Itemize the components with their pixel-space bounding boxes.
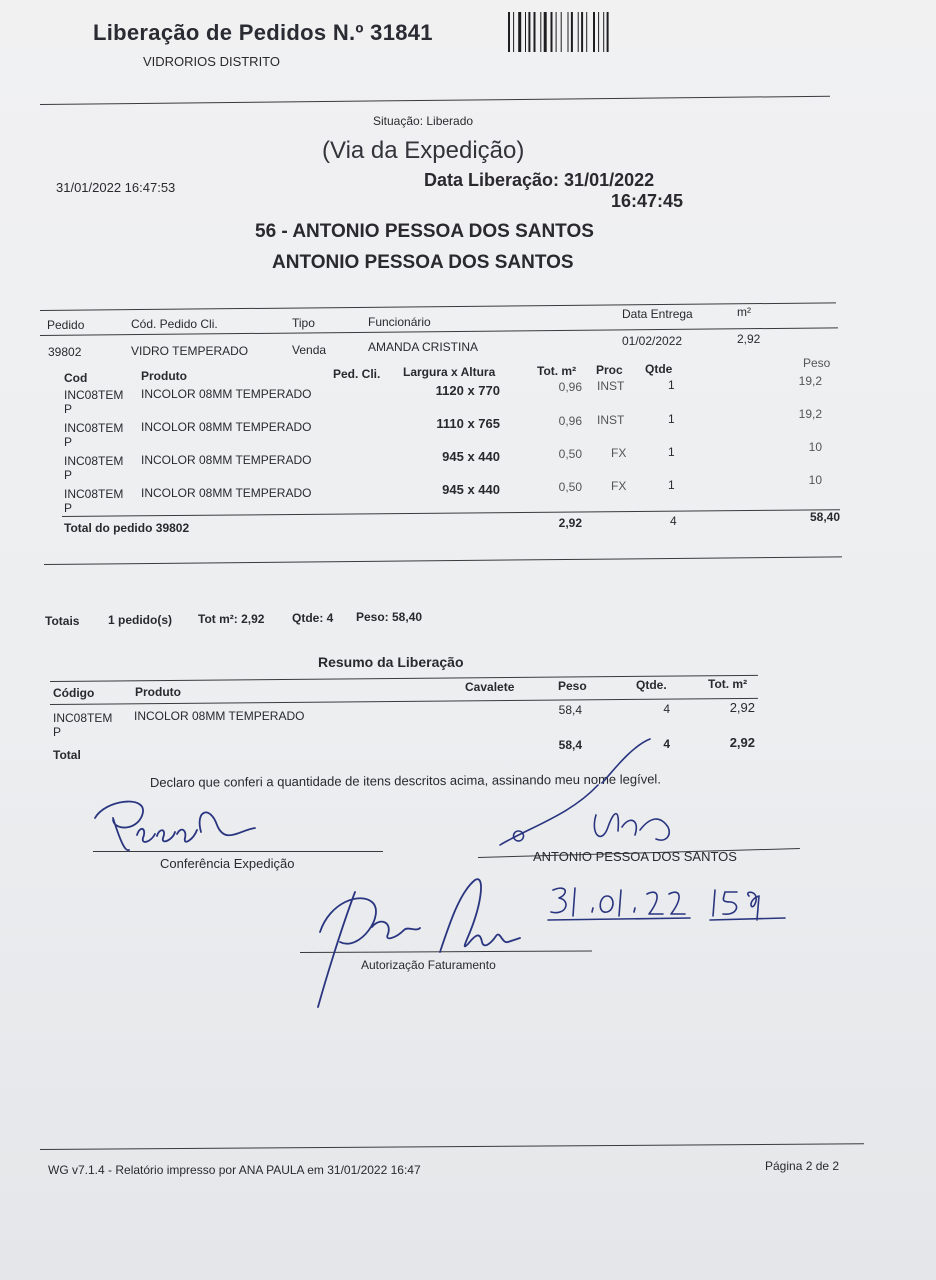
- document-title: Liberação de Pedidos N.º 31841: [93, 20, 433, 45]
- item-dimensoes: 1120 x 770: [435, 383, 500, 398]
- resumo-col-tot-m2: Tot. m²: [708, 677, 748, 691]
- col-ped-cli: Ped. Cli.: [333, 367, 381, 381]
- divider: [44, 556, 842, 565]
- item-qtde: 1: [668, 412, 675, 426]
- item-peso: 10: [808, 473, 822, 487]
- col-funcionario: Funcionário: [368, 315, 431, 329]
- item-proc: INST: [597, 413, 625, 427]
- resumo-produto: INCOLOR 08MM TEMPERADO: [134, 709, 305, 723]
- item-dimensoes: 945 x 440: [442, 482, 500, 497]
- pedido-m2: 2,92: [737, 332, 761, 346]
- resumo-total-peso: 58,4: [558, 738, 582, 752]
- resumo-codigo-suffix: P: [53, 725, 62, 739]
- company-name: VIDRORIOS DISTRITO: [143, 54, 280, 69]
- conferencia-signature: [85, 790, 285, 860]
- cliente-name: ANTONIO PESSOA DOS SANTOS: [272, 252, 574, 273]
- pedido-numero: 39802: [48, 345, 82, 359]
- totals-label: Totais: [45, 614, 80, 628]
- item-produto: INCOLOR 08MM TEMPERADO: [141, 387, 312, 401]
- item-cod: INC08TEM: [64, 388, 124, 402]
- resumo-qtde: 4: [663, 702, 670, 716]
- data-liberacao-time: 16:47:45: [611, 191, 684, 211]
- cod-pedido-cli: VIDRO TEMPERADO: [131, 344, 249, 358]
- divider: [40, 1143, 864, 1150]
- resumo-col-cavalete: Cavalete: [465, 680, 515, 694]
- totals-pedidos: 1 pedido(s): [108, 613, 173, 627]
- resumo-col-produto: Produto: [135, 685, 181, 699]
- printed-at: 31/01/2022 16:47:53: [56, 180, 176, 195]
- situacao: Situação: Liberado: [373, 114, 474, 128]
- resumo-total-qtde: 4: [663, 737, 670, 751]
- item-dimensoes: 1110 x 765: [436, 416, 500, 431]
- item-tot-m2: 0,50: [558, 447, 582, 461]
- col-cod-pedido-cli: Cód. Pedido Cli.: [131, 317, 218, 331]
- item-cod-suffix: P: [64, 468, 73, 482]
- conferencia-label: Conferência Expedição: [160, 856, 295, 871]
- divider: [40, 96, 830, 105]
- resumo-total-tot-m2: 2,92: [729, 735, 755, 750]
- item-cod: INC08TEM: [64, 421, 124, 435]
- data-entrega: 01/02/2022: [622, 334, 683, 348]
- resumo-title: Resumo da Liberação: [318, 654, 464, 670]
- tipo: Venda: [292, 343, 327, 357]
- footer-page: Página 2 de 2: [765, 1159, 840, 1173]
- resumo-tot-m2: 2,92: [729, 700, 755, 715]
- item-tot-m2: 0,50: [558, 480, 582, 494]
- item-qtde: 1: [668, 378, 675, 392]
- totals-qtde: Qtde: 4: [292, 611, 334, 625]
- col-tot-m2: Tot. m²: [537, 364, 577, 378]
- item-produto: INCOLOR 08MM TEMPERADO: [141, 486, 312, 500]
- totals-m2: Tot m²: 2,92: [198, 612, 265, 626]
- footer-left: WG v7.1.4 - Relatório impresso por ANA PAULA em 31/01/2022 16:47: [48, 1163, 421, 1177]
- total-pedido-m2: 2,92: [558, 516, 582, 530]
- col-dimensoes: Largura x Altura: [403, 365, 496, 379]
- item-cod-suffix: P: [64, 402, 73, 416]
- resumo-col-peso: Peso: [558, 679, 587, 693]
- cliente-signature: [490, 735, 690, 855]
- col-proc: Proc: [596, 363, 623, 377]
- total-pedido-label: Total do pedido 39802: [64, 521, 190, 535]
- total-pedido-peso: 58,40: [809, 510, 840, 524]
- col-produto: Produto: [141, 369, 187, 383]
- item-dimensoes: 945 x 440: [442, 449, 500, 464]
- resumo-codigo: INC08TEM: [53, 711, 113, 725]
- resumo-col-qtde: Qtde.: [636, 678, 667, 692]
- col-pedido: Pedido: [47, 318, 85, 332]
- cliente-code-name: 56 - ANTONIO PESSOA DOS SANTOS: [255, 221, 594, 242]
- item-cod-suffix: P: [64, 501, 73, 515]
- item-cod: INC08TEM: [64, 487, 124, 501]
- funcionario: AMANDA CRISTINA: [368, 340, 479, 354]
- resumo-col-codigo: Código: [53, 686, 95, 700]
- item-qtde: 1: [668, 445, 675, 459]
- item-proc: FX: [611, 446, 627, 460]
- barcode: [508, 12, 644, 52]
- via-label: (Via da Expedição): [322, 137, 525, 164]
- divider: [62, 509, 840, 517]
- total-pedido-qtde: 4: [670, 514, 677, 528]
- col-m2: m²: [737, 305, 751, 319]
- col-cod: Cod: [64, 371, 88, 385]
- item-tot-m2: 0,96: [558, 380, 582, 394]
- item-peso: 19,2: [798, 374, 822, 388]
- resumo-peso: 58,4: [558, 703, 582, 717]
- item-cod-suffix: P: [64, 435, 73, 449]
- item-peso: 10: [808, 440, 822, 454]
- item-peso: 19,2: [798, 407, 822, 421]
- item-produto: INCOLOR 08MM TEMPERADO: [141, 420, 312, 434]
- item-tot-m2: 0,96: [558, 414, 582, 428]
- item-proc: FX: [611, 479, 627, 493]
- cliente-signature-label: ANTONIO PESSOA DOS SANTOS: [533, 849, 737, 864]
- col-tipo: Tipo: [292, 316, 315, 330]
- totals-peso: Peso: 58,40: [356, 610, 423, 624]
- handwritten-date: [545, 880, 795, 925]
- item-produto: INCOLOR 08MM TEMPERADO: [141, 453, 312, 467]
- divider: [40, 302, 836, 311]
- resumo-total-label: Total: [53, 748, 81, 762]
- autorizacao-label: Autorização Faturamento: [361, 958, 496, 972]
- item-cod: INC08TEM: [64, 454, 124, 468]
- declaration: Declaro que conferi a quantidade de itens descritos acima, assinando meu nome legível.: [149, 771, 661, 790]
- data-liberacao: Data Liberação: 31/01/2022: [424, 170, 655, 190]
- col-data-entrega: Data Entrega: [622, 307, 693, 321]
- item-proc: INST: [597, 379, 625, 393]
- col-qtde: Qtde: [645, 362, 673, 376]
- autorizacao-signature: [300, 872, 530, 1022]
- col-peso: Peso: [803, 356, 831, 370]
- item-qtde: 1: [668, 478, 675, 492]
